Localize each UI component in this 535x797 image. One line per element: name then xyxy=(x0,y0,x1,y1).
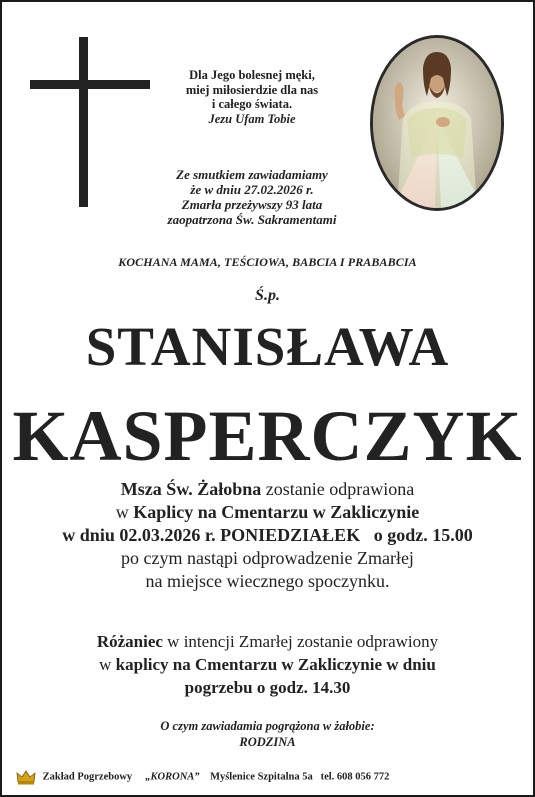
crown-icon xyxy=(16,769,36,785)
deceased-first-name: STANISŁAWA xyxy=(85,316,450,377)
divine-mercy-image xyxy=(373,38,501,208)
rosary-line: w kaplicy na Cmentarzu w Zakliczynie w dniu xyxy=(99,655,436,674)
closing-line: O czym zawiadamia pogrążona w żałobie: xyxy=(160,719,375,733)
divine-mercy-portrait xyxy=(370,35,504,211)
rosary-line: Różaniec w intencji Zmarłej zostanie odprawiony xyxy=(96,632,439,651)
closing-signature xyxy=(2,718,533,750)
closing-family: RODZINA xyxy=(239,735,296,749)
company-phone: tel. 608 056 772 xyxy=(320,771,390,783)
prayer-line: i całego świata. xyxy=(211,97,293,111)
notice-line: zaopatrzona Św. Sakramentami xyxy=(167,212,337,227)
death-notice xyxy=(132,167,372,227)
funeral-mass-info xyxy=(2,478,533,593)
funeral-home-footer xyxy=(16,769,521,785)
prayer-text xyxy=(152,68,352,126)
prayer-line: miej miłosierdzie dla nas xyxy=(185,82,319,97)
prayer-line: Dla Jego bolesnej męki, xyxy=(189,68,315,82)
family-relation: KOCHANA MAMA, TEŚCIOWA, BABCIA I PRABABCIA xyxy=(118,255,417,269)
mass-line: po czym nastąpi odprowadzenie Zmarłej xyxy=(121,548,414,568)
mass-line: w dniu 02.03.2026 r. PONIEDZIAŁEK o godz. 15.00 xyxy=(62,525,473,545)
sp-abbreviation: Ś.p. xyxy=(255,287,280,304)
company-name: Zakład Pogrzebowy xyxy=(42,771,133,783)
brand-name: „KORONA” xyxy=(145,771,200,783)
mass-line: w Kaplicy na Cmentarzu w Zakliczynie xyxy=(115,502,420,522)
notice-line: Ze smutkiem zawiadamiamy xyxy=(176,167,328,182)
mass-line: na miejsce wiecznego spoczynku. xyxy=(145,571,390,591)
notice-line: Zmarła przeżywszy 93 lata xyxy=(181,197,323,212)
mass-line: Msza Św. Żałobna zostanie odprawiona xyxy=(120,479,415,499)
rosary-info xyxy=(2,630,533,699)
prayer-line: Jezu Ufam Tobie xyxy=(208,111,296,126)
deceased-last-name: KASPERCZYK xyxy=(12,396,523,476)
notice-line: że w dniu 27.02.2026 r. xyxy=(190,182,314,197)
rosary-line: pogrzebu o godz. 14.30 xyxy=(184,678,351,697)
company-address: Myślenice Szpitalna 5a xyxy=(210,771,313,783)
